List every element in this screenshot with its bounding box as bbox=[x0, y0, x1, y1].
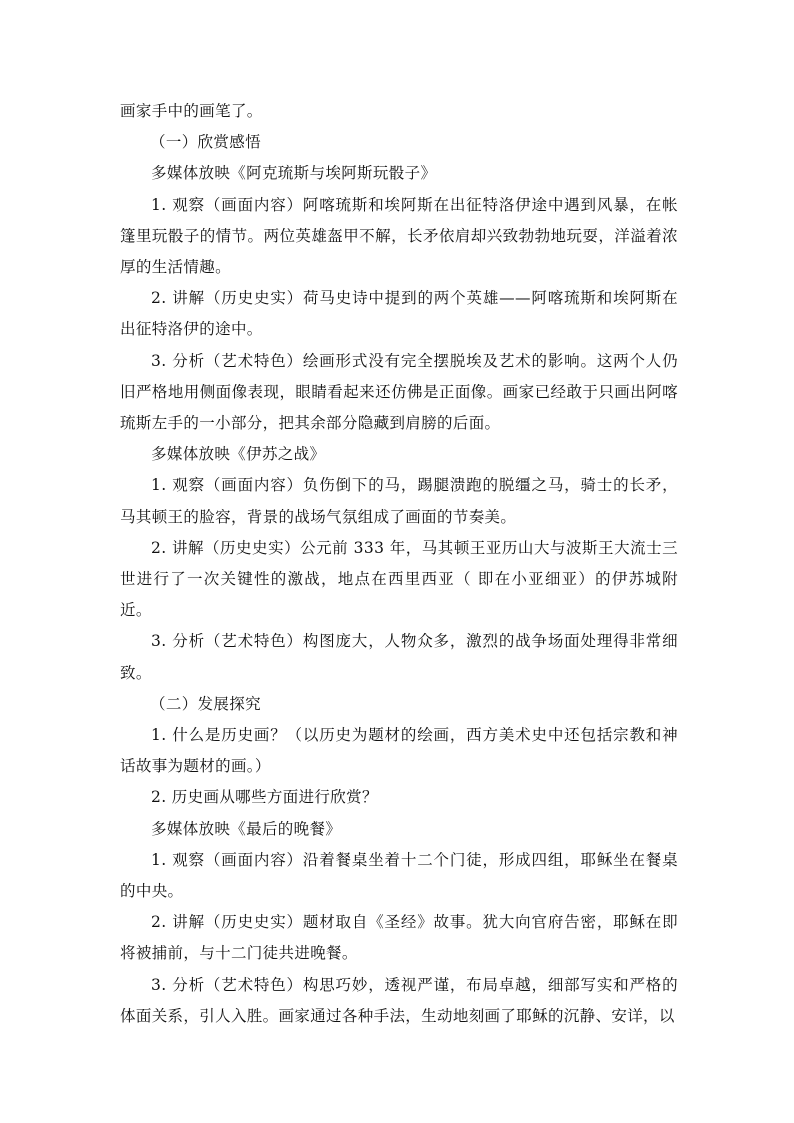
section-heading-appreciation: （一）欣赏感悟 bbox=[150, 133, 261, 152]
paragraph-what-is-history-painting: 1. 什么是历史画？（以历史为题材的绘画，西方美术史中还包括宗教和神话故事为题材的画。） bbox=[120, 726, 678, 776]
paragraph-analyze-issus: 3. 分析（艺术特色）构图庞大，人物众多，激烈的战争场面处理得非常细致。 bbox=[120, 632, 678, 682]
section-heading-exploration: （二）发展探究 bbox=[150, 694, 261, 713]
paragraph-explain-issus: 2. 讲解（历史史实）公元前 333 年，马其顿王亚历山大与波斯王大流士三世进行了一次关键性的激战，地点在西里西亚（ 即在小亚细亚）的伊苏城附近。 bbox=[120, 538, 678, 620]
paragraph-explain-last-supper: 2. 讲解（历史史实）题材取自《圣经》故事。犹大向官府告密，耶稣在即将被捕前，与十二门徒共进晚餐。 bbox=[120, 913, 678, 963]
media-title-achilles-ajax: 多媒体放映《阿克琉斯与埃阿斯玩骰子》 bbox=[151, 164, 437, 183]
paragraph-how-to-appreciate: 2. 历史画从哪些方面进行欣赏？ bbox=[151, 788, 378, 807]
media-title-issus: 多媒体放映《伊苏之战》 bbox=[151, 445, 326, 464]
paragraph-explain-achilles: 2. 讲解（历史史实）荷马史诗中提到的两个英雄——阿喀琉斯和埃阿斯在出征特洛伊的途中。 bbox=[120, 289, 678, 339]
paragraph-observe-issus: 1. 观察（画面内容）负伤倒下的马，踢腿溃跑的脱缰之马，骑士的长矛，马其顿王的脸容，背景的战场气氛组成了画面的节奏美。 bbox=[120, 476, 678, 526]
document-body bbox=[120, 96, 678, 1032]
media-title-last-supper: 多媒体放映《最后的晚餐》 bbox=[151, 819, 342, 838]
paragraph-analyze-achilles: 3. 分析（艺术特色）绘画形式没有完全摆脱埃及艺术的影响。这两个人仍旧严格地用侧面像表现，眼睛看起来还仿佛是正面像。画家已经敢于只画出阿喀琉斯左手的一小部分，把其余部分隐藏到肩膀的后面。 bbox=[120, 351, 678, 433]
paragraph-analyze-last-supper: 3. 分析（艺术特色）构思巧妙，透视严谨，布局卓越，细部写实和严格的体面关系，引人入胜。画家通过各种手法，生动地刻画了耶稣的沉静、安详，以 bbox=[120, 975, 678, 1025]
paragraph-observe-achilles: 1. 观察（画面内容）阿喀琉斯和埃阿斯在出征特洛伊途中遇到风暴，在帐篷里玩骰子的情节。两位英雄盔甲不解，长矛依肩却兴致勃勃地玩耍，洋溢着浓厚的生活情趣。 bbox=[120, 195, 678, 277]
paragraph-observe-last-supper: 1. 观察（画面内容）沿着餐桌坐着十二个门徒，形成四组，耶稣坐在餐桌的中央。 bbox=[120, 850, 678, 901]
paragraph-continuation: 画家手中的画笔了。 bbox=[120, 102, 263, 120]
